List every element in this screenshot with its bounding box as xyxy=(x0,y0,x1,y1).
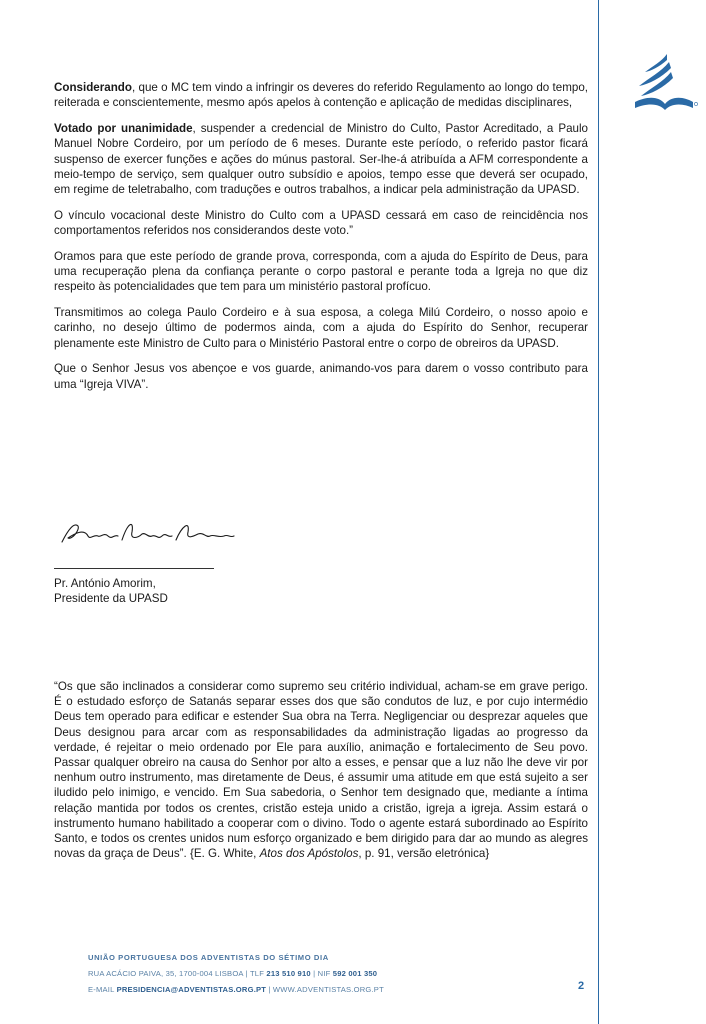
footer-email-link[interactable]: PRESIDENCIA@ADVENTISTAS.ORG.PT xyxy=(116,985,267,994)
footer xyxy=(88,950,384,998)
page-number: 2 xyxy=(578,980,585,992)
signer-name: Pr. António Amorim, xyxy=(54,577,156,590)
paragraph-oramos: Oramos para que este período de grande prova, corresponda, com a ajuda do Espírito de Deus, para uma recuperação plena da confiança perante o corpo pastoral e perante toda a Igreja no que diz respeito às potencialidades que tem para um ministério pastoral profícuo. xyxy=(54,249,588,294)
footer-email-web: E-MAIL PRESIDENCIA@ADVENTISTAS.ORG.PT | WWW.ADVENTISTAS.ORG.PT xyxy=(88,985,384,994)
paragraph-blessing: Que o Senhor Jesus vos abençoe e vos guarde, animando-vos para darem o vosso contributo para uma “Igreja VIVA”. xyxy=(54,362,588,391)
signer-block xyxy=(54,576,168,607)
paragraph-considerando: Considerando, que o MC tem vindo a infringir os deveres do referido Regulamento ao longo do tempo, reiterada e conscientemente, mesmo após apelos à contenção e aplicação de medidas disciplinares, xyxy=(54,81,588,110)
handwritten-signature xyxy=(58,512,238,552)
footer-web-link[interactable]: WWW.ADVENTISTAS.ORG.PT xyxy=(272,985,384,994)
footer-org: UNIÃO PORTUGUESA DOS ADVENTISTAS DO SÉTIMO DIA xyxy=(88,953,329,962)
signer-role: Presidente da UPASD xyxy=(54,592,168,606)
adventist-logo-icon xyxy=(631,52,699,118)
footer-contact: RUA ACÁCIO PAIVA, 35, 1700-004 LISBOA | TLF 213 510 910 | NIF 592 001 350 xyxy=(88,969,378,978)
quote-book-title: Atos dos Apóstolos xyxy=(259,847,359,861)
margin-rule xyxy=(598,0,599,1024)
letter-body xyxy=(54,80,588,402)
signature-line xyxy=(54,568,214,569)
quote-block: “Os que são inclinados a considerar como supremo seu critério individual, acham-se em grave perigo. É o estudado esforço de Satanás separar esses dos que são condutos de luz, e por cujo intermédio Deus tem operado para edificar e estender Sua obra na Terra. Negligenciar ou desprezar aqueles que Deus designou para arcar com as responsabilidades da administração ligadas ao progresso da verdade, é rejeitar o meio ordenado por Ele para auxílio, animação e fortalecimento de Seu povo. Passar qualquer obreiro na causa do Senhor por alto a esses, e pensar que a luz não lhe deve vir por nenhum outro instrumento, mas diretamente de Deus, é assumir uma atitude em que está sujeito a ser iludido pelo inimigo, e vencido. Em Sua sabedoria, o Senhor tem designado que, mediante a íntima relação mantida por todos os crentes, cristão esteja unido a cristão, igreja a igreja. Assim estará o instrumento humano habilitado a cooperar com o divino. Todo o agente estará subordinado ao Espírito Santo, e todos os crentes unidos num esforço organizado e bem dirigido para dar ao mundo as alegres novas da graça de Deus”. {E. G. White, Atos dos Apóstolos, p. 91, versão eletrónica} xyxy=(54,680,588,861)
paragraph-vinculo: O vínculo vocacional deste Ministro do Culto com a UPASD cessará em caso de reincidência nos comportamentos referidos nos considerandos deste voto.” xyxy=(54,208,588,238)
paragraph-transmitimos: Transmitimos ao colega Paulo Cordeiro e à sua esposa, a colega Milú Cordeiro, o nosso apoio e carinho, no desejo último de podermos ainda, com a ajuda do Espírito do Senhor, recuperar plenamente este Ministro de Culto para o Ministério Pastoral entre o corpo de obreiros da UPASD. xyxy=(54,305,588,350)
paragraph-votado: Votado por unanimidade, suspender a credencial de Ministro do Culto, Pastor Acreditado, a Paulo Manuel Nobre Cordeiro, por um período de 6 meses. Durante este período, o referido pastor ficará suspenso de exercer funções e ações do múnus pastoral. Ser-lhe-á atribuída a AFM correspondente a meio-tempo de serviço, sem qualquer outro subsídio e apoios, tempo esse que deverá ser ocupado, em regime de teletrabalho, com traduções e outros trabalhos, a indicar pela administração da UPASD. xyxy=(54,121,588,197)
